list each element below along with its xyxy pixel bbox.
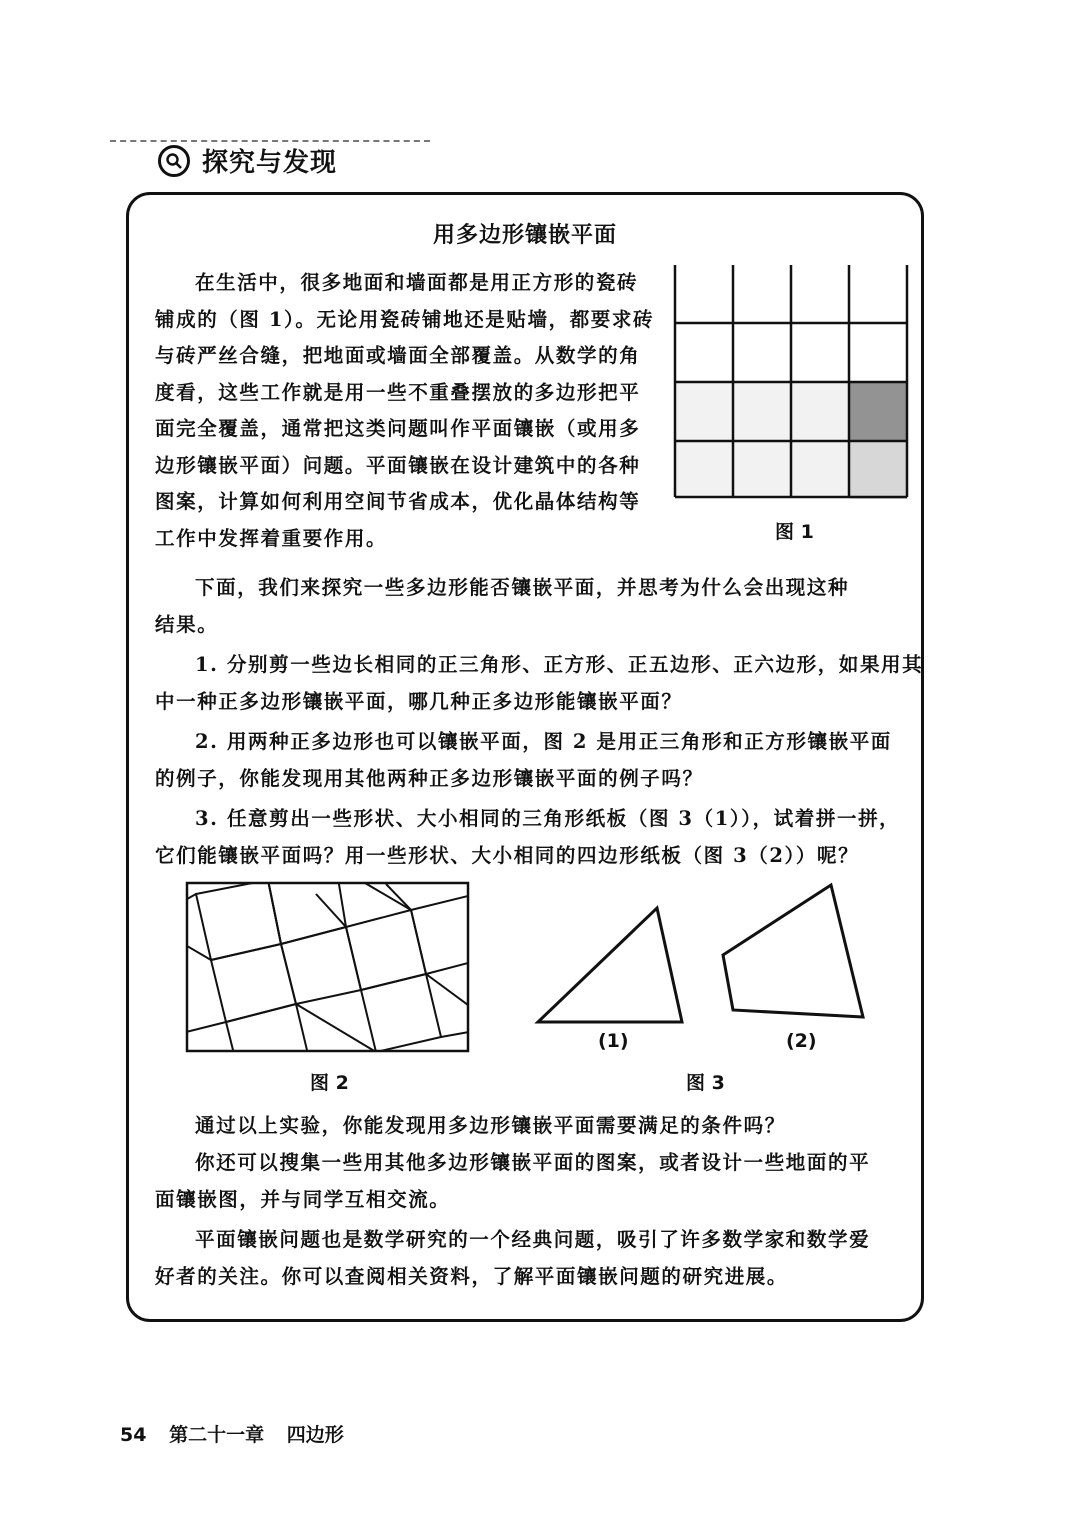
paragraph xyxy=(155,570,910,643)
text-line: 面完全覆盖，通常把这类问题叫作平面镶嵌（或用多 xyxy=(155,417,641,440)
text-line: 结果。 xyxy=(155,612,219,636)
question-2 xyxy=(155,724,910,797)
figure-3-sub1-caption: (1) xyxy=(598,1030,629,1052)
paragraph xyxy=(155,1222,910,1295)
text-line: 好者的关注。你可以查阅相关资料，了解平面镶嵌问题的研究进展。 xyxy=(155,1264,789,1288)
figure-1-caption: 图 1 xyxy=(775,521,814,543)
text-line: 面镶嵌图，并与同学互相交流。 xyxy=(155,1187,451,1211)
figure-1-tile-grid xyxy=(675,265,910,500)
text-line: 的例子，你能发现用其他两种正多边形镶嵌平面的例子吗？ xyxy=(155,766,704,790)
text-line: 它们能镶嵌平面吗？用一些形状、大小相同的四边形纸板（图 3（2））呢？ xyxy=(155,843,860,867)
text-line: 平面镶嵌问题也是数学研究的一个经典问题，吸引了许多数学家和数学爱 xyxy=(195,1228,871,1251)
section-title: 探究与发现 xyxy=(202,148,338,178)
page-title: 用多边形镶嵌平面 xyxy=(432,222,617,248)
section-header xyxy=(158,142,337,179)
text-line: 在生活中，很多地面和墙面都是用正方形的瓷砖 xyxy=(195,271,639,294)
paragraph xyxy=(155,1145,910,1218)
text-line: 铺成的（图 1）。无论用瓷砖铺地还是贴墙，都要求砖 xyxy=(155,307,655,331)
text-line: 2. 用两种正多边形也可以镶嵌平面，图 2 是用正三角形和正方形镶嵌平面 xyxy=(195,730,892,753)
page-footer xyxy=(120,1420,360,1447)
text-line: 中一种正多边形镶嵌平面，哪几种正多边形能镶嵌平面？ xyxy=(155,689,683,713)
figure-3-sub2-caption: (2) xyxy=(786,1030,817,1052)
figure-3-caption: 图 3 xyxy=(686,1072,725,1094)
question-3 xyxy=(155,801,910,874)
text-line: 图案，计算如何利用空间节省成本，优化晶体结构等 xyxy=(155,490,641,513)
intro-paragraph xyxy=(155,265,655,557)
text-line: 下面，我们来探究一些多边形能否镶嵌平面，并思考为什么会出现这种 xyxy=(195,576,850,599)
text-line: 通过以上实验，你能发现用多边形镶嵌平面需要满足的条件吗？ xyxy=(195,1114,786,1137)
text-line: 工作中发挥着重要作用。 xyxy=(155,526,388,550)
text-line: 你还可以搜集一些用其他多边形镶嵌平面的图案，或者设计一些地面的平 xyxy=(195,1151,871,1174)
chapter-title: 四边形 xyxy=(286,1424,344,1446)
text-line: 与砖严丝合缝，把地面或墙面全部覆盖。从数学的角 xyxy=(155,344,641,367)
text-line: 边形镶嵌平面）问题。平面镶嵌在设计建筑中的各种 xyxy=(155,453,641,477)
paragraph xyxy=(155,1108,910,1145)
figure-2-caption: 图 2 xyxy=(310,1072,349,1094)
figure-3-quadrilateral xyxy=(718,882,868,1022)
chapter-label: 第二十一章 xyxy=(169,1424,265,1446)
text-line: 3. 任意剪出一些形状、大小相同的三角形纸板（图 3（1）），试着拼一拼， xyxy=(195,807,901,830)
text-line: 1. 分别剪一些边长相同的正三角形、正方形、正五边形、正六边形，如果用其 xyxy=(195,653,924,676)
magnifier-icon xyxy=(158,145,190,177)
figure-3-triangle xyxy=(535,905,685,1025)
page-number: 54 xyxy=(120,1424,147,1446)
text-line: 度看，这些工作就是用一些不重叠摆放的多边形把平 xyxy=(155,380,641,404)
question-1 xyxy=(155,647,924,720)
figure-2-tessellation xyxy=(186,882,469,1052)
